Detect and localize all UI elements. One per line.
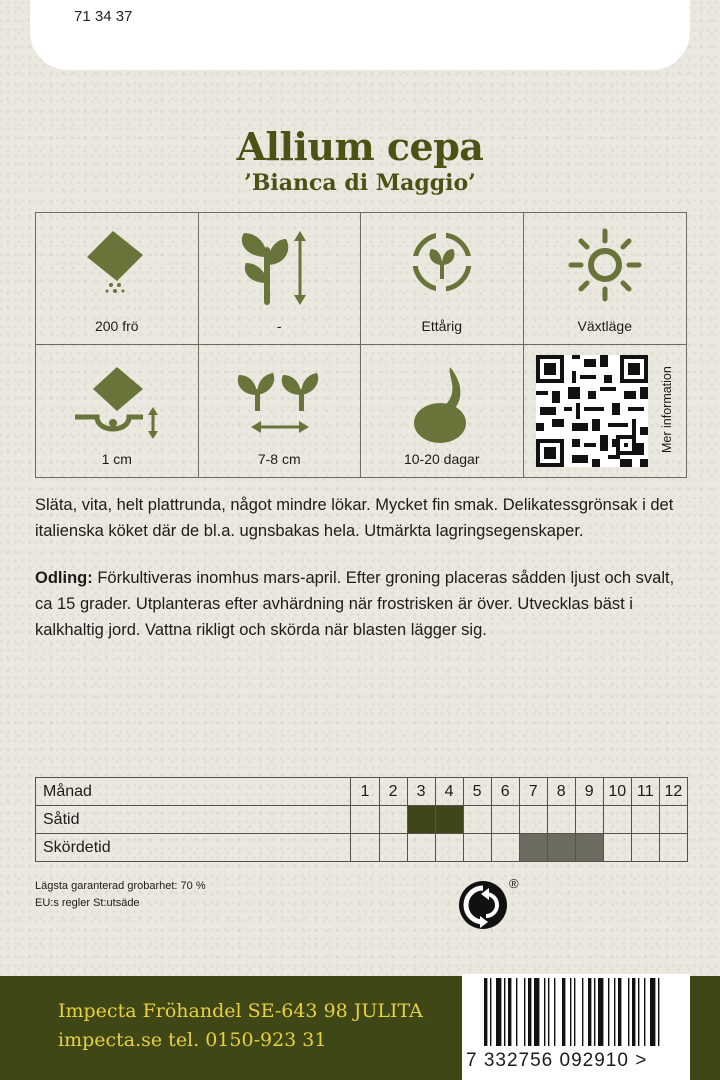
calendar-cell-harv-4 <box>435 834 463 862</box>
barcode <box>462 974 690 1080</box>
month-7: 7 <box>519 778 547 806</box>
calendar-cell-sow-1 <box>351 806 379 834</box>
barcode-bar <box>548 978 549 1046</box>
info-cell-lifecycle <box>361 213 524 345</box>
info-cell-position <box>524 213 687 345</box>
barcode-bar <box>528 978 531 1046</box>
info-grid <box>35 212 687 478</box>
barcode-bar <box>516 978 517 1046</box>
calendar-cell-sow-4 <box>435 806 463 834</box>
annual-cycle-icon <box>407 227 477 297</box>
calendar-cell-sow-3 <box>407 806 435 834</box>
calendar-cell-sow-7 <box>519 806 547 834</box>
spacing-label: 7-8 cm <box>257 451 301 467</box>
month-12: 12 <box>659 778 687 806</box>
barcode-bar <box>644 978 645 1046</box>
barcode-bar <box>650 978 655 1046</box>
month-1: 1 <box>351 778 379 806</box>
sowing-depth-icon <box>67 359 167 439</box>
calendar-cell-harv-12 <box>659 834 687 862</box>
calendar-cell-harv-9 <box>575 834 603 862</box>
month-5: 5 <box>463 778 491 806</box>
calendar-cell-harv-1 <box>351 834 379 862</box>
info-cell-germination <box>361 345 524 477</box>
barcode-bar <box>484 978 487 1046</box>
position-label: Växtläge <box>577 318 632 334</box>
month-10: 10 <box>603 778 631 806</box>
calendar-cell-sow-6 <box>491 806 519 834</box>
registered-mark: ® <box>509 876 519 891</box>
green-dot-recycling-icon <box>458 880 508 930</box>
company-address: Impecta Fröhandel SE-643 98 JULITA <box>58 1000 423 1022</box>
barcode-bar <box>582 978 583 1046</box>
barcode-bar <box>508 978 511 1046</box>
cultivation-heading: Odling: <box>35 569 93 587</box>
sowing-calendar <box>35 777 688 862</box>
info-cell-seeds <box>36 213 199 345</box>
germinating-seed-icon <box>402 359 482 445</box>
info-cell-spacing <box>199 345 362 477</box>
calendar-cell-harv-7 <box>519 834 547 862</box>
cultivation-text <box>35 565 685 643</box>
info-cell-qr <box>524 345 687 477</box>
calendar-cell-sow-9 <box>575 806 603 834</box>
eu-regulation: EU:s regler St:utsäde <box>35 897 140 909</box>
barcode-bar <box>554 978 555 1046</box>
sowing-row-label: Såtid <box>36 806 351 834</box>
calendar-cell-harv-5 <box>463 834 491 862</box>
calendar-cell-sow-12 <box>659 806 687 834</box>
calendar-row-harvest <box>36 834 688 862</box>
barcode-bar <box>608 978 609 1046</box>
month-9: 9 <box>575 778 603 806</box>
barcode-bars <box>462 978 690 1048</box>
cultivar-subtitle: ’Bianca di Maggio’ <box>244 170 476 196</box>
barcode-number: 7 332756 092910 > <box>466 1050 648 1071</box>
barcode-bar <box>618 978 621 1046</box>
barcode-bar <box>570 978 571 1046</box>
depth-label: 1 cm <box>101 451 132 467</box>
barcode-bar <box>504 978 505 1046</box>
calendar-cell-harv-11 <box>631 834 659 862</box>
species-title: Allium cepa <box>236 124 484 169</box>
barcode-bar <box>524 978 525 1046</box>
qr-code-icon[interactable] <box>536 355 648 467</box>
barcode-bar <box>614 978 615 1046</box>
barcode-bar <box>496 978 501 1046</box>
calendar-cell-sow-11 <box>631 806 659 834</box>
barcode-bar <box>628 978 629 1046</box>
lifecycle-label: Ettårig <box>421 318 462 334</box>
barcode-bar <box>658 978 659 1046</box>
month-8: 8 <box>547 778 575 806</box>
barcode-bar <box>562 978 565 1046</box>
month-3: 3 <box>407 778 435 806</box>
calendar-cell-sow-2 <box>379 806 407 834</box>
calendar-cell-harv-6 <box>491 834 519 862</box>
calendar-row-sowing <box>36 806 688 834</box>
month-4: 4 <box>435 778 463 806</box>
calendar-cell-sow-10 <box>603 806 631 834</box>
info-cell-depth <box>36 345 199 477</box>
calendar-month-header: Månad <box>36 778 351 806</box>
barcode-bar <box>588 978 591 1046</box>
barcode-bar <box>534 978 539 1046</box>
plant-spacing-icon <box>229 359 329 439</box>
company-contact: impecta.se tel. 0150-923 31 <box>58 1029 327 1051</box>
info-cell-height <box>199 213 362 345</box>
calendar-cell-harv-10 <box>603 834 631 862</box>
barcode-bar <box>638 978 639 1046</box>
calendar-header-row <box>36 778 688 806</box>
calendar-cell-harv-3 <box>407 834 435 862</box>
plant-height-icon <box>234 227 324 307</box>
month-11: 11 <box>631 778 659 806</box>
barcode-bar <box>490 978 491 1046</box>
seed-packet-icon <box>77 227 157 297</box>
description-text: Släta, vita, helt plattrunda, något mindre lökar. Mycket fin smak. Delikatessgrönsak i det italienska köket där de bl.a. ugnsbakas hela. Utmärkta lagringsegenskaper. <box>35 496 674 540</box>
month-6: 6 <box>491 778 519 806</box>
calendar-cell-harv-2 <box>379 834 407 862</box>
calendar-cell-sow-8 <box>547 806 575 834</box>
month-2: 2 <box>379 778 407 806</box>
calendar-cell-harv-8 <box>547 834 575 862</box>
barcode-bar <box>574 978 575 1046</box>
barcode-bar <box>594 978 595 1046</box>
barcode-bar <box>598 978 603 1046</box>
barcode-bar <box>632 978 635 1046</box>
seeds-label: 200 frö <box>94 318 139 334</box>
height-label: - <box>276 318 282 334</box>
germination-guarantee: Lägsta garanterad grobarhet: 70 % <box>35 880 206 892</box>
article-number: 71 34 37 <box>74 8 133 25</box>
fine-print <box>35 878 206 912</box>
more-info-label: Mer information <box>660 366 674 454</box>
germination-label: 10-20 dagar <box>403 451 480 467</box>
harvest-row-label: Skördetid <box>36 834 351 862</box>
sun-icon <box>567 227 643 303</box>
barcode-bar <box>544 978 545 1046</box>
calendar-cell-sow-5 <box>463 806 491 834</box>
cultivation-body: Förkultiveras inomhus mars-april. Efter groning placeras sådden ljust och svalt, ca 15 grader. Utplanteras efter avhärdning när frostrisken är över. Utvecklas bäst i kalkhaltig jord. Vattna rikligt och skörda när blasten lägger sig. <box>35 569 675 639</box>
